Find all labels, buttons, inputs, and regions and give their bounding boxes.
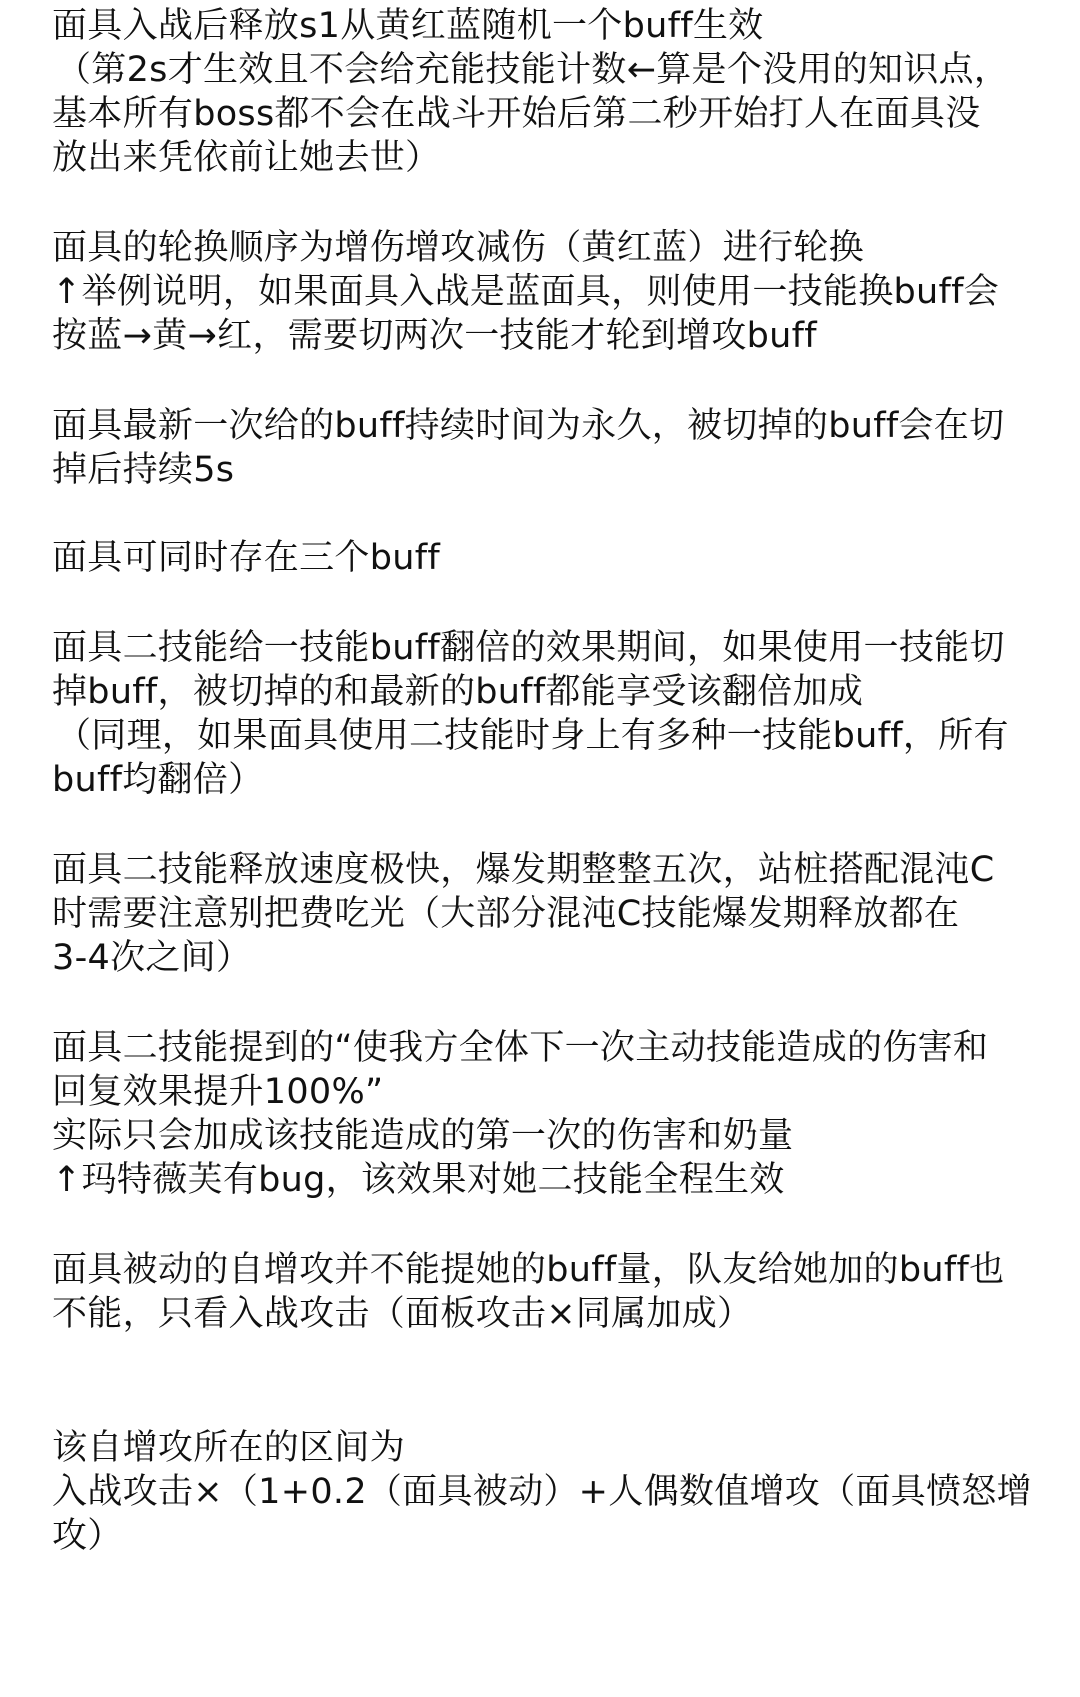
text-line: 放出来凭依前让她去世） [52,138,441,178]
text-line: （同理，如果面具使用二技能时身上有多种一技能buff，所有 [56,716,1009,756]
text-line: 按蓝→黄→红，需要切两次一技能才轮到增攻buff [52,316,817,356]
text-line: ↑玛特薇芙有bug，该效果对她二技能全程生效 [52,1160,785,1200]
text-line: 面具的轮换顺序为增伤增攻减伤（黄红蓝）进行轮换 [52,228,864,268]
text-line: ↑举例说明，如果面具入战是蓝面具，则使用一技能换buff会 [52,272,1000,312]
text-line: 基本所有boss都不会在战斗开始后第二秒开始打人在面具没 [52,94,981,134]
text-line: （第2s才生效且不会给充能技能计数←算是个没用的知识点， [56,50,1010,90]
text-line: 面具二技能提到的“使我方全体下一次主动技能造成的伤害和 [52,1028,989,1068]
text-line: 面具可同时存在三个buff [52,538,440,578]
text-line: 该自增攻所在的区间为 [52,1428,406,1468]
text-line: buff均翻倍） [52,760,264,800]
text-line: 3-4次之间） [52,938,252,978]
text-line: 回复效果提升100%” [52,1072,384,1112]
text-line: 掉buff，被切掉的和最新的buff都能享受该翻倍加成 [52,672,864,712]
text-line: 不能，只看入战攻击（面板攻击×同属加成） [52,1294,753,1334]
text-line: 面具二技能给一技能buff翻倍的效果期间，如果使用一技能切 [52,628,1005,668]
text-line: 攻） [52,1516,123,1556]
text-line: 面具入战后释放s1从黄红蓝随机一个buff生效 [52,6,764,46]
text-line: 入战攻击×（1+0.2（面具被动）+人偶数值增攻（面具愤怒增 [52,1472,1032,1512]
text-line: 时需要注意别把费吃光（大部分混沌C技能爆发期释放都在 [52,894,960,934]
text-line: 面具被动的自增攻并不能提她的buff量，队友给她加的buff也 [52,1250,1005,1290]
text-line: 面具最新一次给的buff持续时间为永久，被切掉的buff会在切 [52,406,1005,446]
text-line: 实际只会加成该技能造成的第一次的伤害和奶量 [52,1116,794,1156]
text-line: 掉后持续5s [52,450,235,490]
text-line: 面具二技能释放速度极快，爆发期整整五次，站桩搭配混沌C [52,850,995,890]
